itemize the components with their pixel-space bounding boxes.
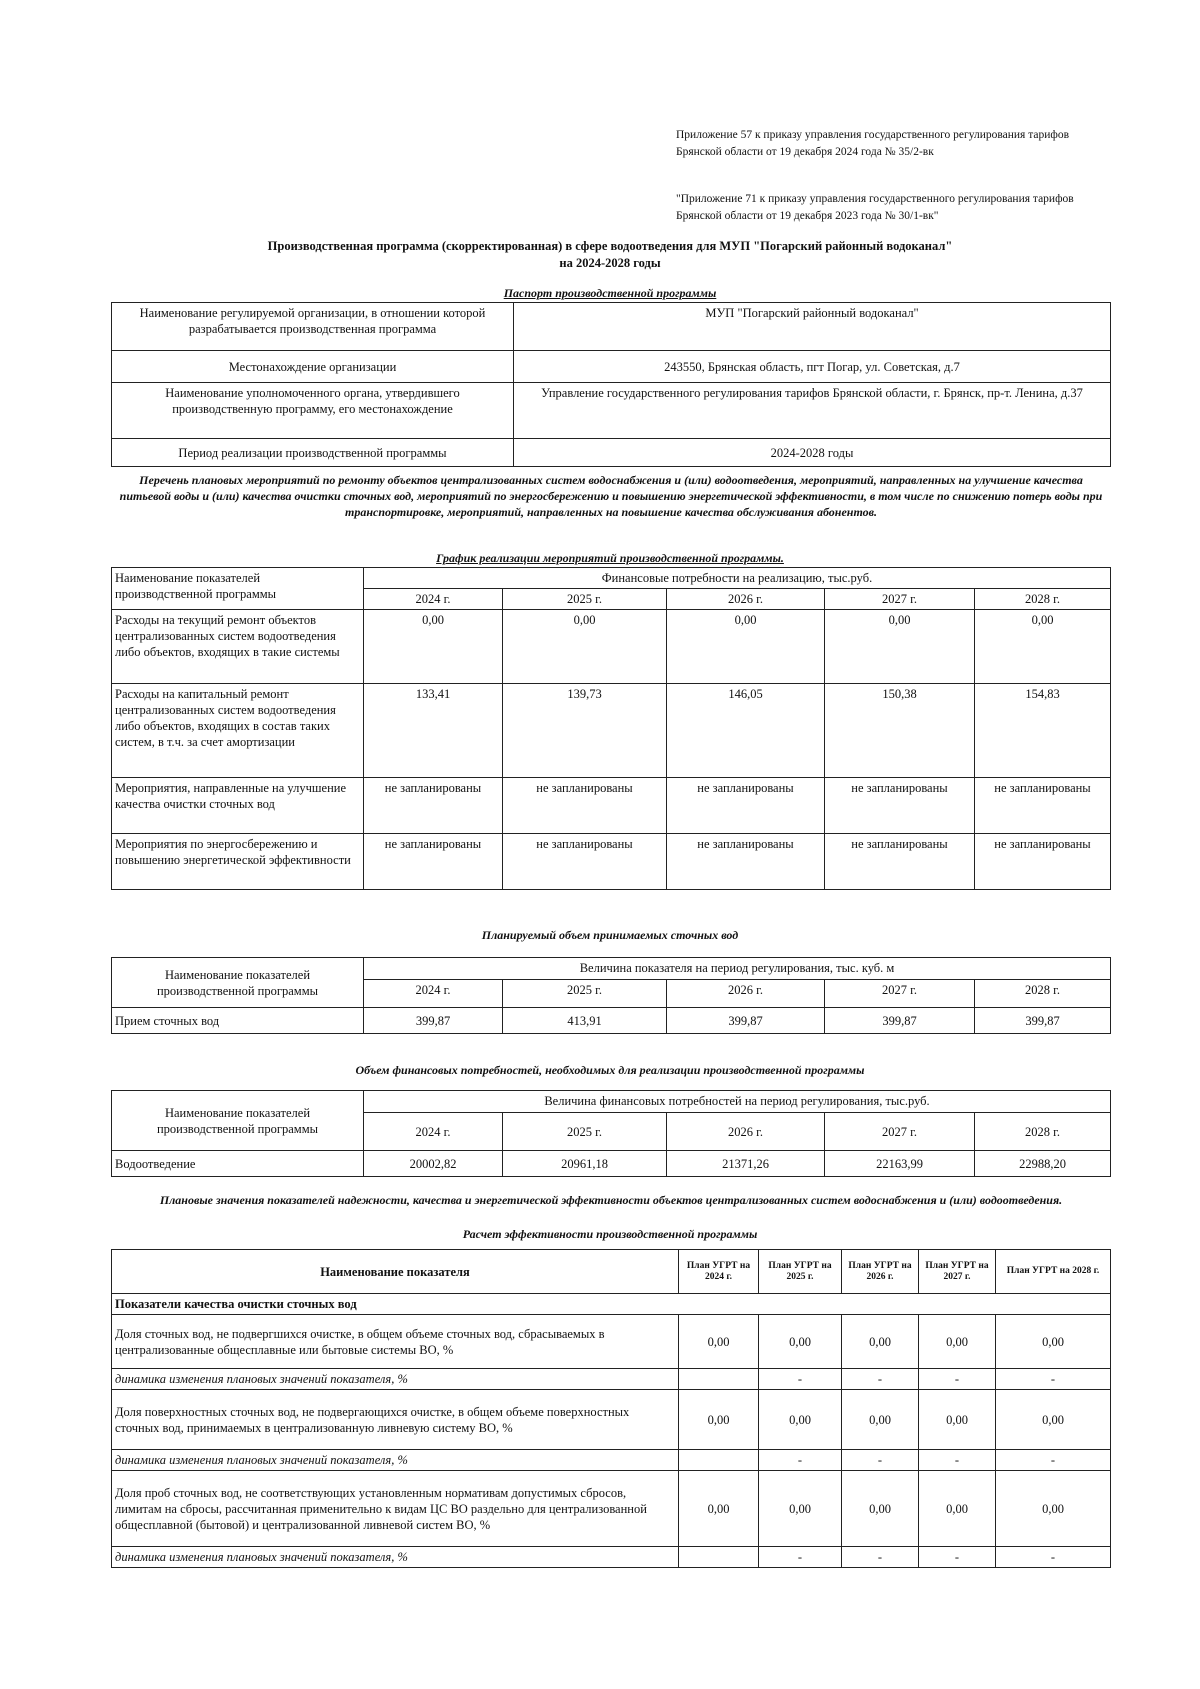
passport-value: 243550, Брянская область, пгт Погар, ул. Советская, д.7: [514, 351, 1111, 383]
title-line-2: на 2024-2028 годы: [559, 256, 661, 270]
passport-row: [112, 439, 1111, 467]
passport-value: 2024-2028 годы: [514, 439, 1111, 467]
cell-value: 399,87: [825, 1008, 975, 1034]
passport-row: [112, 351, 1111, 383]
cell-value: 22988,20: [975, 1151, 1111, 1177]
cell-value: не запланированы: [825, 778, 975, 834]
cell-value: 0,00: [975, 610, 1111, 684]
cell-value: не запланированы: [667, 778, 825, 834]
table-row: [112, 610, 1111, 684]
passport-label: Местонахождение организации: [112, 351, 514, 383]
dynamics-row: [112, 1369, 1111, 1390]
cell-value: не запланированы: [667, 834, 825, 890]
row-label: Доля сточных вод, не подвергшихся очистке, в общем объеме сточных вод, сбрасываемых в централизованные общесплавные или бытовые системы ВО, %: [112, 1315, 679, 1369]
cell-value: 0,00: [919, 1390, 996, 1450]
year-header: 2026 г.: [667, 589, 825, 610]
title-line-1: Производственная программа (скорректированная) в сфере водоотведения для МУП "Погарский районный водоканал": [267, 239, 953, 253]
passport-row: [112, 303, 1111, 351]
dynamics-row: [112, 1450, 1111, 1471]
annex-note-2: "Приложение 71 к приказу управления государственного регулирования тарифов Брянской области от 19 декабря 2023 года № 30/1-вк": [676, 193, 1074, 222]
indicators-caption: Плановые значения показателей надежности, качества и энергетической эффективности объектов централизованных систем водоснабжения и (или) водоотведения.: [159, 1193, 1063, 1207]
dynamics-cell: -: [759, 1547, 842, 1568]
cell-value: не запланированы: [825, 834, 975, 890]
table-row: [112, 1151, 1111, 1177]
dynamics-label: динамика изменения плановых значений показателя, %: [112, 1450, 679, 1471]
finance-caption: Объем финансовых потребностей, необходимых для реализации производственной программы: [355, 1063, 865, 1077]
section-header: Показатели качества очистки сточных вод: [112, 1294, 1111, 1315]
finance-group-head: Величина финансовых потребностей на период регулирования, тыс.руб.: [364, 1091, 1111, 1113]
dynamics-cell: -: [996, 1547, 1111, 1568]
dynamics-cell: [679, 1547, 759, 1568]
cell-value: 0,00: [842, 1315, 919, 1369]
cell-value: 150,38: [825, 684, 975, 778]
dynamics-cell: [679, 1369, 759, 1390]
row-label: Водоотведение: [112, 1151, 364, 1177]
table-row: [112, 684, 1111, 778]
dynamics-cell: -: [919, 1547, 996, 1568]
year-header: 2028 г.: [975, 589, 1111, 610]
cell-value: 0,00: [679, 1315, 759, 1369]
cell-value: 0,00: [842, 1471, 919, 1547]
cell-value: не запланированы: [975, 834, 1111, 890]
measures-group-head: Финансовые потребности на реализацию, тыс.руб.: [364, 568, 1111, 589]
year-header: 2024 г.: [364, 589, 503, 610]
measures-table: [111, 567, 1111, 890]
dynamics-row: [112, 1547, 1111, 1568]
row-label: Расходы на капитальный ремонт централизованных систем водоотведения либо объектов, входящих в состав таких систем, в т.ч. за счет амортизации: [112, 684, 364, 778]
cell-value: не запланированы: [364, 834, 503, 890]
year-header: 2025 г.: [503, 980, 667, 1008]
year-header: 2026 г.: [667, 1113, 825, 1151]
passport-value: Управление государственного регулирования тарифов Брянской области, г. Брянск, пр-т. Ленина, д.37: [514, 383, 1111, 439]
cell-value: 0,00: [759, 1471, 842, 1547]
passport-label: Наименование уполномоченного органа, утвердившего производственную программу, его местонахождение: [112, 383, 514, 439]
year-header: 2028 г.: [975, 980, 1111, 1008]
year-header: План УГРТ на 2026 г.: [842, 1250, 919, 1294]
measures-subcaption: График реализации мероприятий производственной программы.: [436, 551, 784, 565]
finance-col-head: Наименование показателей производственной программы: [112, 1091, 364, 1151]
volume-table: [111, 957, 1111, 1034]
dynamics-cell: -: [842, 1369, 919, 1390]
measures-col-head: Наименование показателей производственной программы: [112, 568, 364, 610]
cell-value: 22163,99: [825, 1151, 975, 1177]
cell-value: 0,00: [996, 1315, 1111, 1369]
indicators-col-head: Наименование показателя: [112, 1250, 679, 1294]
volume-caption: Планируемый объем принимаемых сточных вод: [481, 928, 739, 942]
year-header: 2027 г.: [825, 980, 975, 1008]
passport-caption: Паспорт производственной программы: [503, 286, 717, 300]
dynamics-cell: -: [919, 1450, 996, 1471]
passport-label: Период реализации производственной программы: [112, 439, 514, 467]
row-label: Мероприятия, направленные на улучшение качества очистки сточных вод: [112, 778, 364, 834]
year-header: План УГРТ на 2024 г.: [679, 1250, 759, 1294]
measures-caption: Перечень плановых мероприятий по ремонту объектов централизованных систем водоснабжения и (или) водоотведения, мероприятий, направленных на улучшение качества питьевой воды и (или) качества очистки сточных вод, мероприятий по энергосбережению и повышению энергетической эффективности, в том числе по снижению потерь воды при транспортировке, мероприятий, направленных на повышение качества обслуживания абонентов.: [119, 473, 1103, 519]
cell-value: 20961,18: [503, 1151, 667, 1177]
cell-value: не запланированы: [503, 834, 667, 890]
table-row: [112, 834, 1111, 890]
dynamics-label: динамика изменения плановых значений показателя, %: [112, 1369, 679, 1390]
volume-col-head: Наименование показателей производственной программы: [112, 958, 364, 1008]
year-header: План УГРТ на 2025 г.: [759, 1250, 842, 1294]
cell-value: не запланированы: [364, 778, 503, 834]
table-row: [112, 1471, 1111, 1547]
year-header: 2026 г.: [667, 980, 825, 1008]
table-row: [112, 778, 1111, 834]
indicators-subcaption: Расчет эффективности производственной программы: [462, 1227, 758, 1241]
cell-value: 413,91: [503, 1008, 667, 1034]
year-header: 2025 г.: [503, 1113, 667, 1151]
cell-value: 399,87: [975, 1008, 1111, 1034]
year-header: 2028 г.: [975, 1113, 1111, 1151]
row-label: Прием сточных вод: [112, 1008, 364, 1034]
year-header: План УГРТ на 2028 г.: [996, 1250, 1111, 1294]
cell-value: не запланированы: [975, 778, 1111, 834]
table-row: [112, 1390, 1111, 1450]
year-header: 2025 г.: [503, 589, 667, 610]
cell-value: 0,00: [364, 610, 503, 684]
cell-value: 139,73: [503, 684, 667, 778]
passport-value: МУП "Погарский районный водоканал": [514, 303, 1111, 351]
finance-table: [111, 1090, 1111, 1177]
dynamics-cell: -: [919, 1369, 996, 1390]
year-header: 2024 г.: [364, 980, 503, 1008]
cell-value: 0,00: [759, 1390, 842, 1450]
cell-value: 0,00: [825, 610, 975, 684]
cell-value: 0,00: [679, 1390, 759, 1450]
cell-value: 21371,26: [667, 1151, 825, 1177]
year-header: План УГРТ на 2027 г.: [919, 1250, 996, 1294]
dynamics-cell: -: [759, 1450, 842, 1471]
cell-value: 0,00: [503, 610, 667, 684]
dynamics-cell: [679, 1450, 759, 1471]
row-label: Мероприятия по энергосбережению и повышению энергетической эффективности: [112, 834, 364, 890]
dynamics-label: динамика изменения плановых значений показателя, %: [112, 1547, 679, 1568]
year-header: 2027 г.: [825, 1113, 975, 1151]
cell-value: 0,00: [759, 1315, 842, 1369]
year-header: 2027 г.: [825, 589, 975, 610]
row-label: Доля проб сточных вод, не соответствующих установленным нормативам допустимых сбросов, лимитам на сбросы, рассчитанная применительно к видам ЦС ВО раздельно для централизованной общесплавной (бытовой) и централизованной ливневой систем ВО, %: [112, 1471, 679, 1547]
passport-row: [112, 383, 1111, 439]
dynamics-cell: -: [996, 1450, 1111, 1471]
cell-value: 0,00: [679, 1471, 759, 1547]
cell-value: 146,05: [667, 684, 825, 778]
passport-label: Наименование регулируемой организации, в отношении которой разрабатывается производственная программа: [112, 303, 514, 351]
dynamics-cell: -: [996, 1369, 1111, 1390]
passport-table: [111, 302, 1111, 467]
cell-value: 0,00: [996, 1471, 1111, 1547]
dynamics-cell: -: [842, 1450, 919, 1471]
row-label: Расходы на текущий ремонт объектов централизованных систем водоотведения либо объектов, входящих в такие системы: [112, 610, 364, 684]
cell-value: 0,00: [919, 1471, 996, 1547]
table-row: [112, 1008, 1111, 1034]
cell-value: 154,83: [975, 684, 1111, 778]
cell-value: 0,00: [842, 1390, 919, 1450]
indicators-table: [111, 1249, 1111, 1568]
cell-value: 399,87: [364, 1008, 503, 1034]
cell-value: 399,87: [667, 1008, 825, 1034]
dynamics-cell: -: [842, 1547, 919, 1568]
cell-value: 0,00: [667, 610, 825, 684]
row-label: Доля поверхностных сточных вод, не подвергающихся очистке, в общем объеме поверхностных сточных вод, принимаемых в централизованную ливневую систему ВО, %: [112, 1390, 679, 1450]
cell-value: 20002,82: [364, 1151, 503, 1177]
cell-value: 0,00: [919, 1315, 996, 1369]
cell-value: не запланированы: [503, 778, 667, 834]
table-row: [112, 1315, 1111, 1369]
annex-note-1: Приложение 57 к приказу управления государственного регулирования тарифов Брянской области от 19 декабря 2024 года № 35/2-вк: [676, 129, 1070, 158]
year-header: 2024 г.: [364, 1113, 503, 1151]
cell-value: 0,00: [996, 1390, 1111, 1450]
cell-value: 133,41: [364, 684, 503, 778]
volume-group-head: Величина показателя на период регулирования, тыс. куб. м: [364, 958, 1111, 980]
dynamics-cell: -: [759, 1369, 842, 1390]
document-title: [110, 238, 1110, 272]
